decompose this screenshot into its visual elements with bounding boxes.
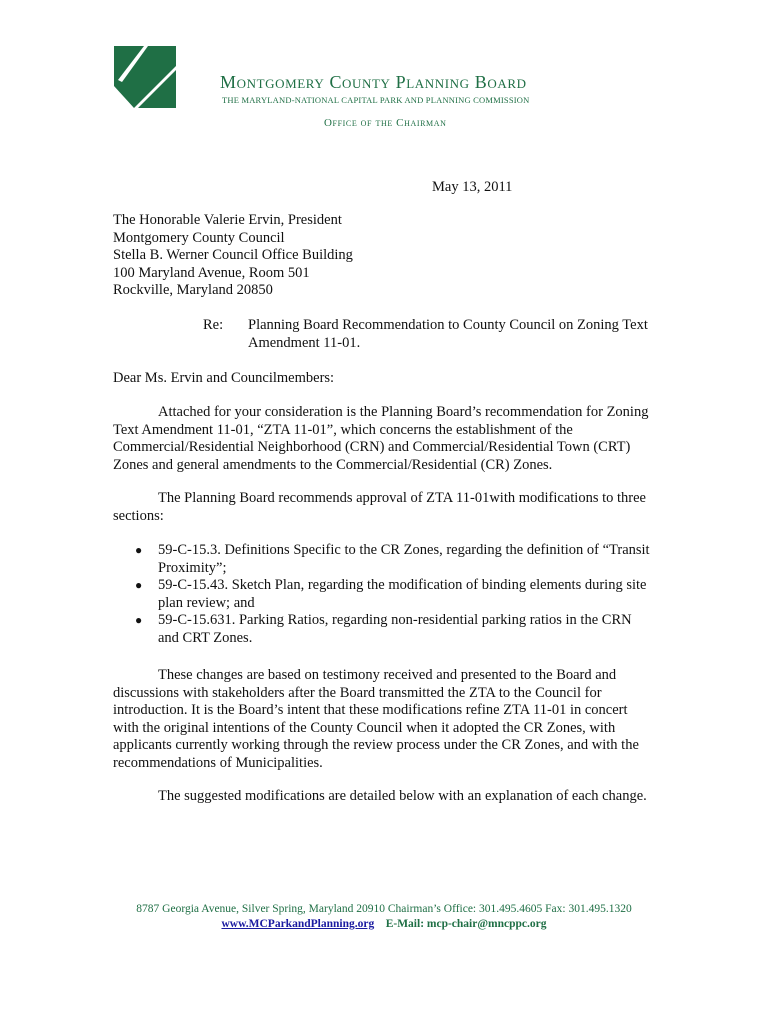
list-item xyxy=(113,542,656,577)
body-paragraph: These changes are based on testimony received and presented to the Board and discussions with stakeholders after the Board transmitted the ZTA to the Council for introduction. It is the Board’s intent that these modifications refine ZTA 11-01 in concert with the original intentions of the County Council when it adopted the CR Zones, with applicants currently working through the review process under the CR Zones, and with the recommendations of Municipalities. xyxy=(113,667,639,771)
list-item-text: 59-C-15.631. Parking Ratios, regarding non-residential parking ratios in the CRN and CRT Zones. xyxy=(158,612,632,646)
org-subtitle: THE MARYLAND-NATIONAL CAPITAL PARK AND PLANNING COMMISSION xyxy=(222,95,530,105)
address-line: 100 Maryland Avenue, Room 501 xyxy=(113,264,310,281)
footer-address: 8787 Georgia Avenue, Silver Spring, Maryland 20910 Chairman’s Office: 301.495.4605 Fax: 301.495.1320 xyxy=(136,903,632,915)
body-paragraph: Attached for your consideration is the Planning Board’s recommendation for Zoning Text Amendment 11-01, “ZTA 11-01”, which concerns the establishment of the Commercial/Residential Neighborhood (CRN) and Commercial/Residential Town (CRT) Zones and general amendments to the Commercial/Residential (CR) Zones. xyxy=(113,404,649,473)
address-line: Montgomery County Council xyxy=(113,229,285,246)
footer-contact xyxy=(0,918,768,930)
body-paragraph: The Planning Board recommends approval of ZTA 11-01with modifications to three sections: xyxy=(113,490,646,524)
org-name: Montgomery County Planning Board xyxy=(220,72,527,92)
modification-list xyxy=(113,542,656,647)
re-subject: Planning Board Recommendation to County Council on Zoning Text Amendment 11-01. xyxy=(248,317,648,351)
list-item-text: 59-C-15.3. Definitions Specific to the CR Zones, regarding the definition of “Transit Proximity”; xyxy=(158,542,650,576)
address-line: Stella B. Werner Council Office Building xyxy=(113,247,353,263)
list-item xyxy=(113,612,656,647)
list-item-text: 59-C-15.43. Sketch Plan, regarding the modification of binding elements during site plan review; and xyxy=(158,577,647,611)
address-line: The Honorable Valerie Ervin, President xyxy=(113,212,342,228)
planning-board-logo xyxy=(114,46,176,108)
list-item xyxy=(113,577,656,612)
body-paragraph: The suggested modifications are detailed below with an explanation of each change. xyxy=(158,788,647,804)
bullet-icon: ● xyxy=(135,543,143,557)
website-link[interactable]: www.MCParkandPlanning.org xyxy=(221,918,375,930)
bullet-icon: ● xyxy=(135,578,143,592)
recipient-address xyxy=(113,212,353,300)
footer-email: E-Mail: mcp-chair@mncppc.org xyxy=(385,918,547,930)
salutation: Dear Ms. Ervin and Councilmembers: xyxy=(113,370,335,386)
re-label: Re: xyxy=(203,317,224,333)
letter-date: May 13, 2011 xyxy=(432,179,513,195)
office-title: Office of the Chairman xyxy=(324,117,447,129)
address-line: Rockville, Maryland 20850 xyxy=(113,282,273,298)
bullet-icon: ● xyxy=(135,613,143,627)
